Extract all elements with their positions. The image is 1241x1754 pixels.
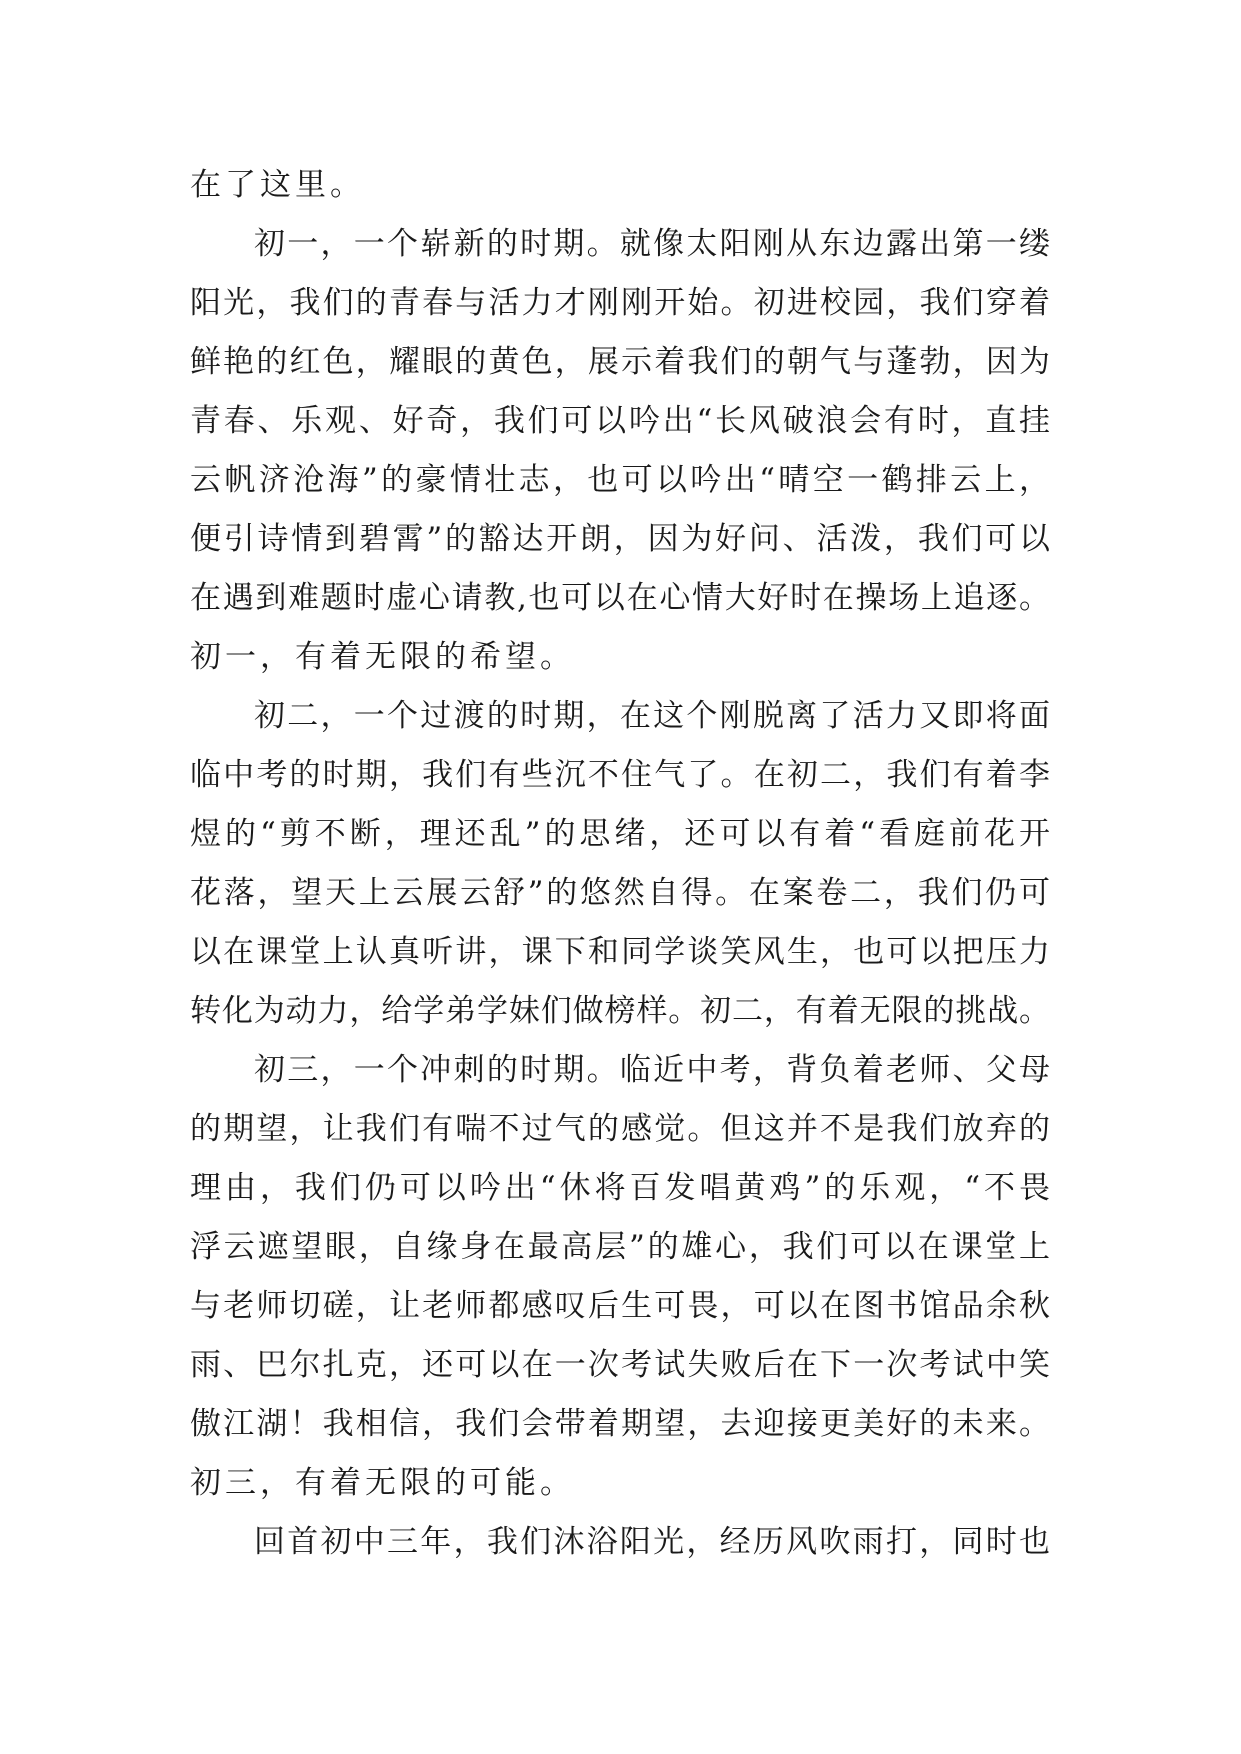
text-line-14: 以在课堂上认真听讲，课下和同学谈笑风生，也可以把压力 <box>190 934 1050 970</box>
text-line-2: 初一，一个崭新的时期。就像太阳刚从东边露出第一缕 <box>254 226 1050 262</box>
text-line-16: 初三，一个冲刺的时期。临近中考，背负着老师、父母 <box>254 1052 1050 1088</box>
text-line-20: 与老师切磋，让老师都感叹后生可畏，可以在图书馆品余秋 <box>190 1288 1050 1324</box>
text-line-7: 便引诗情到碧霄”的豁达开朗，因为好问、活泼，我们可以 <box>190 521 1050 557</box>
text-line-10: 初二，一个过渡的时期，在这个刚脱离了活力又即将面 <box>254 698 1050 734</box>
text-line-6: 云帆济沧海”的豪情壮志，也可以吟出“晴空一鹤排云上， <box>190 462 1050 498</box>
text-line-9: 初一，有着无限的希望。 <box>190 639 575 675</box>
text-line-23: 初三，有着无限的可能。 <box>190 1465 575 1501</box>
text-line-22: 傲江湖！我相信，我们会带着期望，去迎接更美好的未来。 <box>190 1406 1050 1442</box>
text-line-13: 花落，望天上云展云舒”的悠然自得。在案卷二，我们仍可 <box>190 875 1050 911</box>
text-line-11: 临中考的时期，我们有些沉不住气了。在初二，我们有着李 <box>190 757 1050 793</box>
text-line-17: 的期望，让我们有喘不过气的感觉。但这并不是我们放弃的 <box>190 1111 1050 1147</box>
text-line-12: 煜的“剪不断，理还乱”的思绪，还可以有着“看庭前花开 <box>190 816 1050 852</box>
text-line-19: 浮云遮望眼，自缘身在最高层”的雄心，我们可以在课堂上 <box>190 1229 1050 1265</box>
text-line-18: 理由，我们仍可以吟出“休将百发唱黄鸡”的乐观，“不畏 <box>190 1170 1050 1206</box>
text-line-5: 青春、乐观、好奇，我们可以吟出“长风破浪会有时，直挂 <box>190 403 1050 439</box>
text-line-21: 雨、巴尔扎克，还可以在一次考试失败后在下一次考试中笑 <box>190 1347 1050 1383</box>
text-line-4: 鲜艳的红色，耀眼的黄色，展示着我们的朝气与蓬勃，因为 <box>190 344 1050 380</box>
text-line-1: 在了这里。 <box>190 167 365 203</box>
text-line-3: 阳光，我们的青春与活力才刚刚开始。初进校园，我们穿着 <box>190 285 1050 321</box>
text-line-8: 在遇到难题时虚心请教,也可以在心情大好时在操场上追逐。 <box>190 580 1050 616</box>
text-line-15: 转化为动力，给学弟学妹们做榜样。初二，有着无限的挑战。 <box>190 993 1050 1029</box>
text-line-24: 回首初中三年，我们沐浴阳光，经历风吹雨打，同时也 <box>254 1524 1050 1560</box>
